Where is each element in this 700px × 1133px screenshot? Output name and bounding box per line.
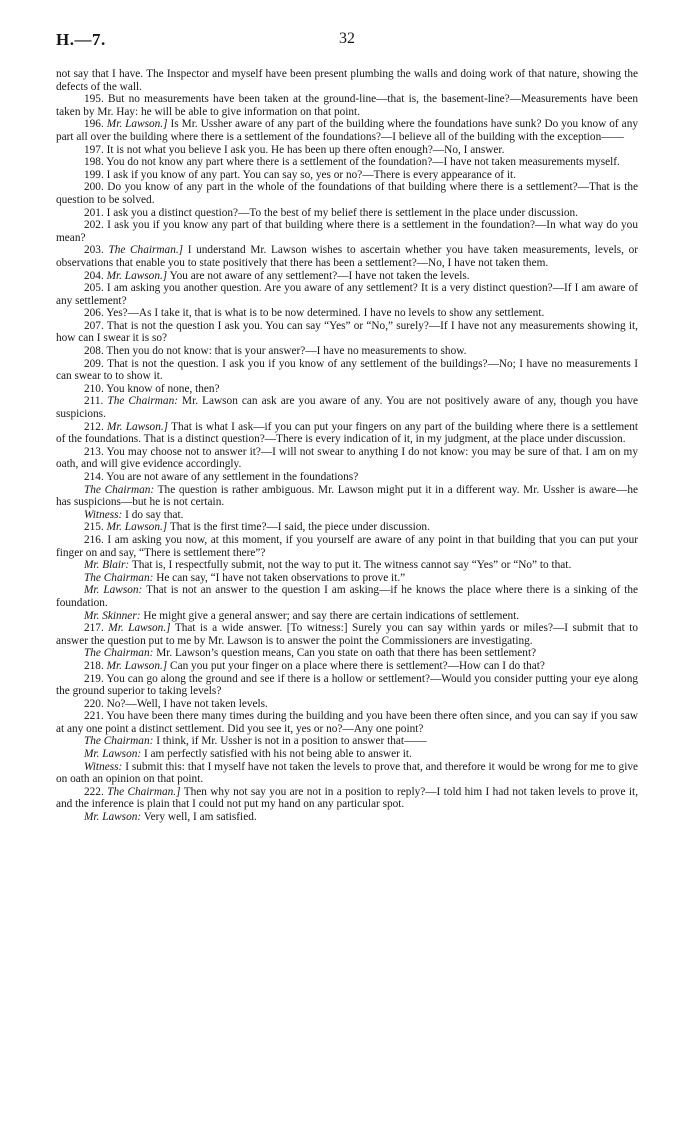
- paragraph-text: I do say that.: [125, 508, 184, 521]
- transcript-paragraph: [56, 358, 638, 383]
- document-page: [56, 30, 638, 824]
- speaker-name: Mr. Skinner:: [84, 609, 141, 622]
- transcript-paragraph: [56, 786, 638, 811]
- transcript-paragraph: [56, 484, 638, 509]
- question-number: 202.: [84, 219, 104, 232]
- speaker-name: Mr. Blair:: [84, 559, 130, 572]
- paragraph-text: You are not aware of any settlement in the foundations?: [106, 471, 359, 483]
- paragraph-text: not say that I have. The Inspector and myself have been present plumbing the walls and doing work of that nature, showing the defects of the wall.: [56, 68, 638, 93]
- speaker-name: Mr. Lawson.]: [106, 659, 168, 672]
- transcript-paragraph: [56, 647, 638, 660]
- question-number: 204.: [84, 269, 104, 282]
- question-number: 199.: [84, 168, 104, 181]
- speaker-name: Mr. Lawson:: [84, 811, 142, 824]
- question-number: 200.: [84, 181, 104, 194]
- transcript-paragraph: [56, 118, 638, 143]
- transcript-paragraph: [56, 307, 638, 320]
- paragraph-text: I ask you a distinct question?—To the best of my belief there is settlement in the place under discussion.: [106, 206, 578, 219]
- paragraph-text: You have been there many times during the building and you have been there often since, and you can say if you saw at any one point a distinct settlement. Did you see it, yes or no?—Any one point?: [56, 710, 638, 735]
- paragraph-text: Then why not say you are not in a position to reply?—I told him I had not taken levels to prove it, and the inference is plain that I could not put my hand on any particular spot.: [56, 785, 639, 811]
- transcript-paragraph: [56, 748, 638, 761]
- paragraph-text: Is Mr. Ussher aware of any part of the building where the foundations have sunk? Do you know of any part all over the building where there is a settlement of the foundations?—I believe all of the building with the exception——: [56, 118, 638, 143]
- speaker-name: Mr. Lawson.]: [107, 420, 169, 433]
- paragraph-text: You can go along the ground and see if there is a hollow or settlement?—Would you consider putting your eye along the ground superior to taking levels?: [56, 672, 638, 698]
- question-number: 208.: [84, 345, 104, 358]
- question-number: 220.: [84, 697, 104, 710]
- transcript-paragraph: [56, 673, 638, 698]
- transcript-paragraph: [56, 660, 638, 673]
- transcript-paragraph: [56, 181, 638, 206]
- speaker-name: The Chairman:: [84, 483, 155, 496]
- question-number: 210.: [84, 382, 104, 395]
- transcript-paragraph: [56, 144, 638, 157]
- speaker-name: Mr. Lawson:: [84, 748, 142, 761]
- paragraph-text: Can you put your finger on a place where there is settlement?—How can I do that?: [170, 659, 545, 672]
- question-number: 206.: [84, 307, 104, 320]
- paragraph-text: Very well, I am satisfied.: [143, 811, 257, 824]
- evidence-transcript: [56, 68, 638, 824]
- paragraph-text: That is not the question. I ask you if you know of any settlement of the buildings?—No; I have no measurements I can swear to to show it.: [56, 357, 639, 383]
- question-number: 196.: [84, 118, 104, 131]
- paragraph-text: I ask if you know of any part. You can say so, yes or no?—There is every appearance of it.: [106, 168, 516, 181]
- paragraph-text: That is the first time?—I said, the piece under discussion.: [169, 521, 430, 534]
- transcript-paragraph: [56, 156, 638, 169]
- speaker-name: The Chairman:: [84, 735, 154, 748]
- page-number: 32: [339, 30, 355, 47]
- transcript-paragraph: [56, 735, 638, 748]
- transcript-paragraph: [56, 446, 638, 471]
- paragraph-text: That is what I ask—if you can put your fingers on any part of the building where there is a settlement of the foundations. That is a distinct question?—There is every indication of it, in my judgment, at the place under discussion.: [56, 420, 638, 446]
- transcript-paragraph: [56, 521, 638, 534]
- transcript-paragraph: [56, 345, 638, 358]
- transcript-paragraph: [56, 219, 638, 244]
- transcript-paragraph: [56, 584, 638, 609]
- question-number: 212.: [84, 420, 104, 433]
- question-number: 209.: [84, 357, 104, 370]
- paragraph-text: Do you know of any part in the whole of the foundations of that building where there is a settlement?—That is the question to be solved.: [56, 181, 638, 206]
- transcript-paragraph: [56, 610, 638, 623]
- transcript-paragraph: [56, 534, 638, 559]
- transcript-paragraph: [56, 622, 638, 647]
- paragraph-text: I am asking you another question. Are you aware of any settlement? It is a very distinct question?—If I am aware of any settlement?: [56, 282, 638, 307]
- speaker-name: The Chairman.]: [108, 244, 184, 257]
- speaker-name: Witness:: [84, 508, 123, 521]
- question-number: 213.: [84, 445, 104, 458]
- transcript-paragraph: [56, 559, 638, 572]
- page-header: [56, 30, 638, 56]
- transcript-paragraph: [56, 509, 638, 522]
- question-number: 218.: [84, 659, 104, 672]
- question-number: 197.: [84, 143, 104, 156]
- question-number: 217.: [84, 622, 104, 635]
- paragraph-text: I ask you if you know any part of that building where there is a settlement in the foundation?—In what way do you mean?: [56, 219, 638, 244]
- speaker-name: Mr. Lawson.]: [106, 269, 168, 282]
- question-number: 203.: [84, 244, 104, 257]
- paragraph-text: You do not know any part where there is a settlement of the foundation?—I have not taken measurements myself.: [106, 156, 620, 169]
- paragraph-text: No?—Well, I have not taken levels.: [106, 697, 268, 710]
- paragraph-text: But no measurements have been taken at the ground-line—that is, the basement-line?—Measurements have been taken by Mr. Hay: he will be able to give information on that point.: [56, 93, 639, 118]
- transcript-paragraph: [56, 710, 638, 735]
- paragraph-text: I am perfectly satisfied with his not being able to answer it.: [143, 748, 412, 761]
- paragraph-text: That is a wide answer. [To witness:] Surely you can say within yards or miles?—I submit that to answer the question put to me by Mr. Lawson is to answer the point the Commissioners are investigating.: [56, 622, 638, 647]
- transcript-paragraph: [56, 811, 638, 824]
- question-number: 219.: [84, 672, 104, 685]
- paragraph-text: You are not aware of any settlement?—I have not taken the levels.: [169, 269, 470, 282]
- transcript-paragraph: [56, 383, 638, 396]
- transcript-paragraph: [56, 244, 638, 269]
- question-number: 211.: [84, 395, 104, 408]
- speaker-name: The Chairman:: [107, 395, 178, 408]
- paragraph-text: Mr. Lawson’s question means, Can you state on oath that there has been settlement?: [156, 647, 537, 660]
- transcript-paragraph: [56, 698, 638, 711]
- transcript-paragraph: [56, 282, 638, 307]
- transcript-paragraph: [56, 68, 638, 93]
- transcript-paragraph: [56, 169, 638, 182]
- paragraph-text: I submit this: that I myself have not taken the levels to prove that, and therefore it would be wrong for me to give on oath an opinion on that point.: [56, 760, 638, 786]
- paragraph-text: It is not what you believe I ask you. He has been up there often enough?—No, I answer.: [106, 143, 505, 156]
- question-number: 198.: [84, 156, 104, 169]
- question-number: 207.: [84, 319, 104, 332]
- question-number: 205.: [84, 282, 104, 295]
- question-number: 214.: [84, 471, 104, 483]
- question-number: 195.: [84, 93, 104, 106]
- paragraph-text: The question is rather ambiguous. Mr. Lawson might put it in a different way. Mr. Ussher is aware—he has suspicions—but he is not certain.: [56, 483, 638, 509]
- paragraph-text: You know of none, then?: [106, 382, 220, 395]
- paragraph-text: You may choose not to answer it?—I will not swear to anything I do not know: you may be sure of that. I am on my oath, and will give evidence accordingly.: [56, 445, 638, 471]
- transcript-paragraph: [56, 270, 638, 283]
- transcript-paragraph: [56, 421, 638, 446]
- speaker-name: Mr. Lawson.]: [108, 622, 171, 635]
- speaker-name: Mr. Lawson:: [84, 584, 143, 597]
- paragraph-text: That is not an answer to the question I am asking—if he knows the place where there is a sinking of the foundation.: [56, 584, 638, 609]
- paragraph-text: I understand Mr. Lawson wishes to ascertain whether you have taken measurements, levels, or observations that enable you to state positively that there has been a settlement?—No, I have not taken them.: [56, 244, 639, 269]
- paragraph-text: That is, I respectfully submit, not the way to put it. The witness cannot say “Yes” or “No” to that.: [131, 559, 572, 572]
- transcript-paragraph: [56, 572, 638, 585]
- question-number: 222.: [84, 785, 104, 798]
- paragraph-text: Yes?—As I take it, that is what is to be now determined. I have no levels to show any settlement.: [106, 307, 545, 320]
- transcript-paragraph: [56, 320, 638, 345]
- question-number: 201.: [84, 206, 104, 219]
- paragraph-text: Then you do not know: that is your answer?—I have no measurements to show.: [106, 345, 467, 358]
- paragraph-text: I think, if Mr. Ussher is not in a position to answer that——: [156, 735, 427, 748]
- speaker-name: The Chairman:: [84, 647, 154, 660]
- document-reference: H.—7.: [56, 30, 106, 49]
- paragraph-text: He can say, “I have not taken observations to prove it.”: [156, 571, 406, 584]
- speaker-name: Mr. Lawson.]: [106, 118, 168, 131]
- paragraph-text: That is not the question I ask you. You can say “Yes” or “No,” surely?—If I have not any measurements showing it, how can I swear it is so?: [56, 319, 638, 345]
- transcript-paragraph: [56, 761, 638, 786]
- paragraph-text: He might give a general answer; and say there are certain indications of settlement.: [143, 609, 520, 622]
- question-number: 216.: [84, 533, 104, 546]
- speaker-name: Witness:: [84, 760, 123, 773]
- transcript-paragraph: [56, 207, 638, 220]
- transcript-paragraph: [56, 93, 638, 118]
- speaker-name: The Chairman:: [84, 571, 154, 584]
- question-number: 221.: [84, 710, 104, 723]
- question-number: 215.: [84, 521, 104, 534]
- paragraph-text: I am asking you now, at this moment, if you yourself are aware of any point in that building that you can put your finger on and say, “There is settlement there”?: [56, 533, 638, 559]
- transcript-paragraph: [56, 395, 638, 420]
- speaker-name: The Chairman.]: [107, 785, 181, 798]
- paragraph-text: Mr. Lawson can ask are you aware of any. You are not positively aware of any, though you have suspicions.: [56, 395, 638, 421]
- speaker-name: Mr. Lawson.]: [106, 521, 168, 534]
- transcript-paragraph: [56, 471, 638, 484]
